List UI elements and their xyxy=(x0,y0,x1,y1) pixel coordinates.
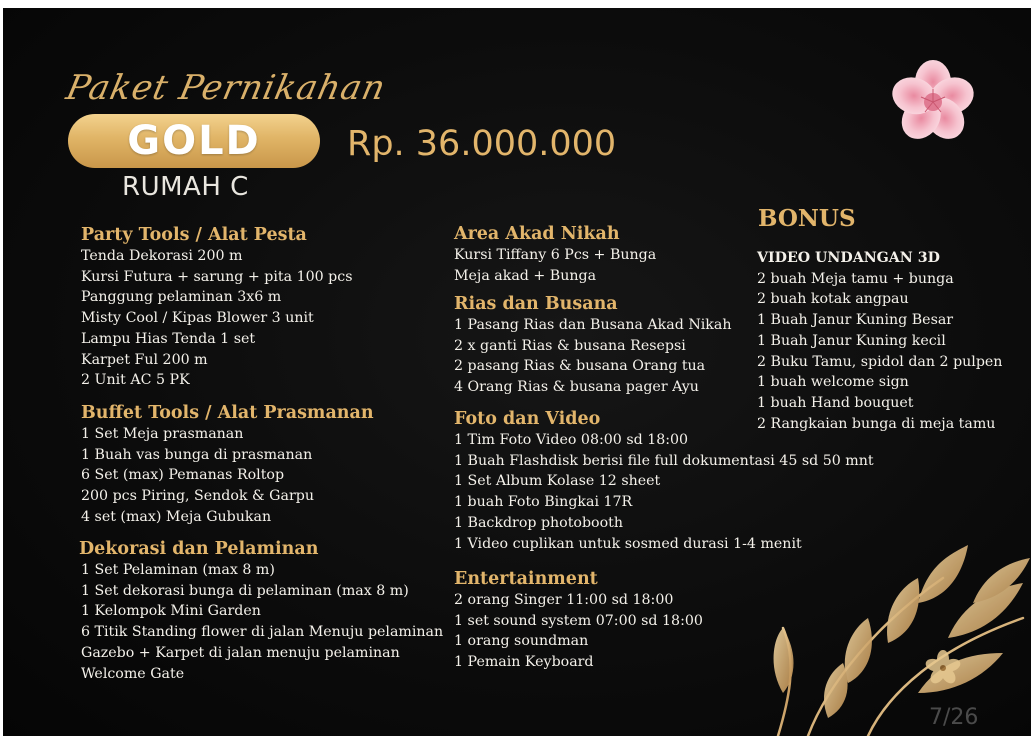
list-item: 6 Titik Standing flower di jalan Menuju pelaminan xyxy=(81,624,444,641)
list-item: 2 Rangkaian bunga di meja tamu xyxy=(757,415,996,432)
bonus-subtitle: VIDEO UNDANGAN 3D xyxy=(757,250,940,266)
list-item: Gazebo + Karpet di jalan menuju pelaminan xyxy=(81,644,400,661)
list-item: 1 buah Hand bouquet xyxy=(757,394,914,411)
list-item: 1 Backdrop photobooth xyxy=(454,514,623,531)
list-item: 2 orang Singer 11:00 sd 18:00 xyxy=(454,592,674,608)
buffet-tools-section xyxy=(81,402,374,528)
pink-flower-icon xyxy=(883,56,983,152)
list-item: 1 Pasang Rias dan Busana Akad Nikah xyxy=(454,317,732,333)
list-item: 1 Set dekorasi bunga di pelaminan (max 8 m) xyxy=(81,582,409,599)
venue-label: RUMAH C xyxy=(122,172,249,202)
page-indicator: 7/26 xyxy=(929,705,979,730)
dekorasi-title: Dekorasi dan Pelaminan xyxy=(79,539,319,559)
list-item: 2 x ganti Rias & busana Resepsi xyxy=(454,337,686,354)
list-item: 4 set (max) Meja Gubukan xyxy=(81,508,272,525)
list-item: 1 Set Album Kolase 12 sheet xyxy=(454,473,661,490)
list-item: 1 buah Foto Bingkai 17R xyxy=(454,494,633,511)
list-item: Meja akad + Bunga xyxy=(454,267,597,284)
bonus-section xyxy=(757,248,1002,434)
list-item: Kursi Tiffany 6 Pcs + Bunga xyxy=(454,247,657,263)
list-item: 1 set sound system 07:00 sd 18:00 xyxy=(454,612,703,629)
list-item: 1 Set Pelaminan (max 8 m) xyxy=(81,562,275,578)
list-item: 1 Kelompok Mini Garden xyxy=(81,603,261,620)
party-tools-title: Party Tools / Alat Pesta xyxy=(81,225,307,245)
list-item: 1 Buah vas bunga di prasmanan xyxy=(81,446,313,463)
list-item: 2 buah Meja tamu + bunga xyxy=(757,270,954,287)
foto-title: Foto dan Video xyxy=(454,409,601,429)
list-item: Kursi Futura + sarung + pita 100 pcs xyxy=(81,268,353,285)
package-name-badge xyxy=(68,114,320,168)
list-item: Panggung pelaminan 3x6 m xyxy=(81,289,282,306)
list-item: Misty Cool / Kipas Blower 3 unit xyxy=(81,310,314,327)
list-item: 1 Set Meja prasmanan xyxy=(81,426,244,442)
package-name: GOLD xyxy=(127,118,261,164)
list-item: 2 Buku Tamu, spidol dan 2 pulpen xyxy=(757,353,1003,370)
buffet-tools-title: Buffet Tools / Alat Prasmanan xyxy=(81,403,374,423)
list-item: 1 Tim Foto Video 08:00 sd 18:00 xyxy=(454,432,689,448)
gold-leaf-plant-icon xyxy=(768,543,1031,736)
list-item: 1 Buah Janur Kuning kecil xyxy=(757,332,946,349)
list-item: 2 buah kotak angpau xyxy=(757,291,909,308)
package-price: Rp. 36.000.000 xyxy=(347,124,617,164)
brochure-card xyxy=(3,8,1031,736)
akad-section xyxy=(454,223,656,286)
list-item: 1 Buah Flashdisk berisi file full dokumentasi 45 sd 50 mnt xyxy=(454,452,874,469)
dekorasi-section xyxy=(79,538,443,684)
list-item: 1 Video cuplikan untuk sosmed durasi 1-4 menit xyxy=(454,535,802,552)
list-item: 4 Orang Rias & busana pager Ayu xyxy=(454,379,699,396)
list-item: Welcome Gate xyxy=(81,665,185,682)
package-script-title: Paket Pernikahan xyxy=(62,68,390,108)
rias-section xyxy=(454,293,731,398)
akad-title: Area Akad Nikah xyxy=(454,224,620,244)
list-item: 1 orang soundman xyxy=(454,633,589,650)
list-item: Tenda Dekorasi 200 m xyxy=(81,248,243,264)
list-item: 1 Buah Janur Kuning Besar xyxy=(757,312,954,329)
bonus-title: BONUS xyxy=(758,205,856,232)
entertainment-title: Entertainment xyxy=(454,569,598,589)
list-item: Lampu Hias Tenda 1 set xyxy=(81,330,256,347)
entertainment-section xyxy=(454,568,703,673)
party-tools-section xyxy=(81,224,352,391)
list-item: 1 Pemain Keyboard xyxy=(454,654,594,671)
list-item: 1 buah welcome sign xyxy=(757,374,909,391)
list-item: Karpet Ful 200 m xyxy=(81,351,208,368)
rias-title: Rias dan Busana xyxy=(454,294,618,314)
list-item: 2 Unit AC 5 PK xyxy=(81,372,190,389)
list-item: 2 pasang Rias & busana Orang tua xyxy=(454,358,706,375)
list-item: 200 pcs Piring, Sendok & Garpu xyxy=(81,488,314,505)
list-item: 6 Set (max) Pemanas Roltop xyxy=(81,467,285,484)
